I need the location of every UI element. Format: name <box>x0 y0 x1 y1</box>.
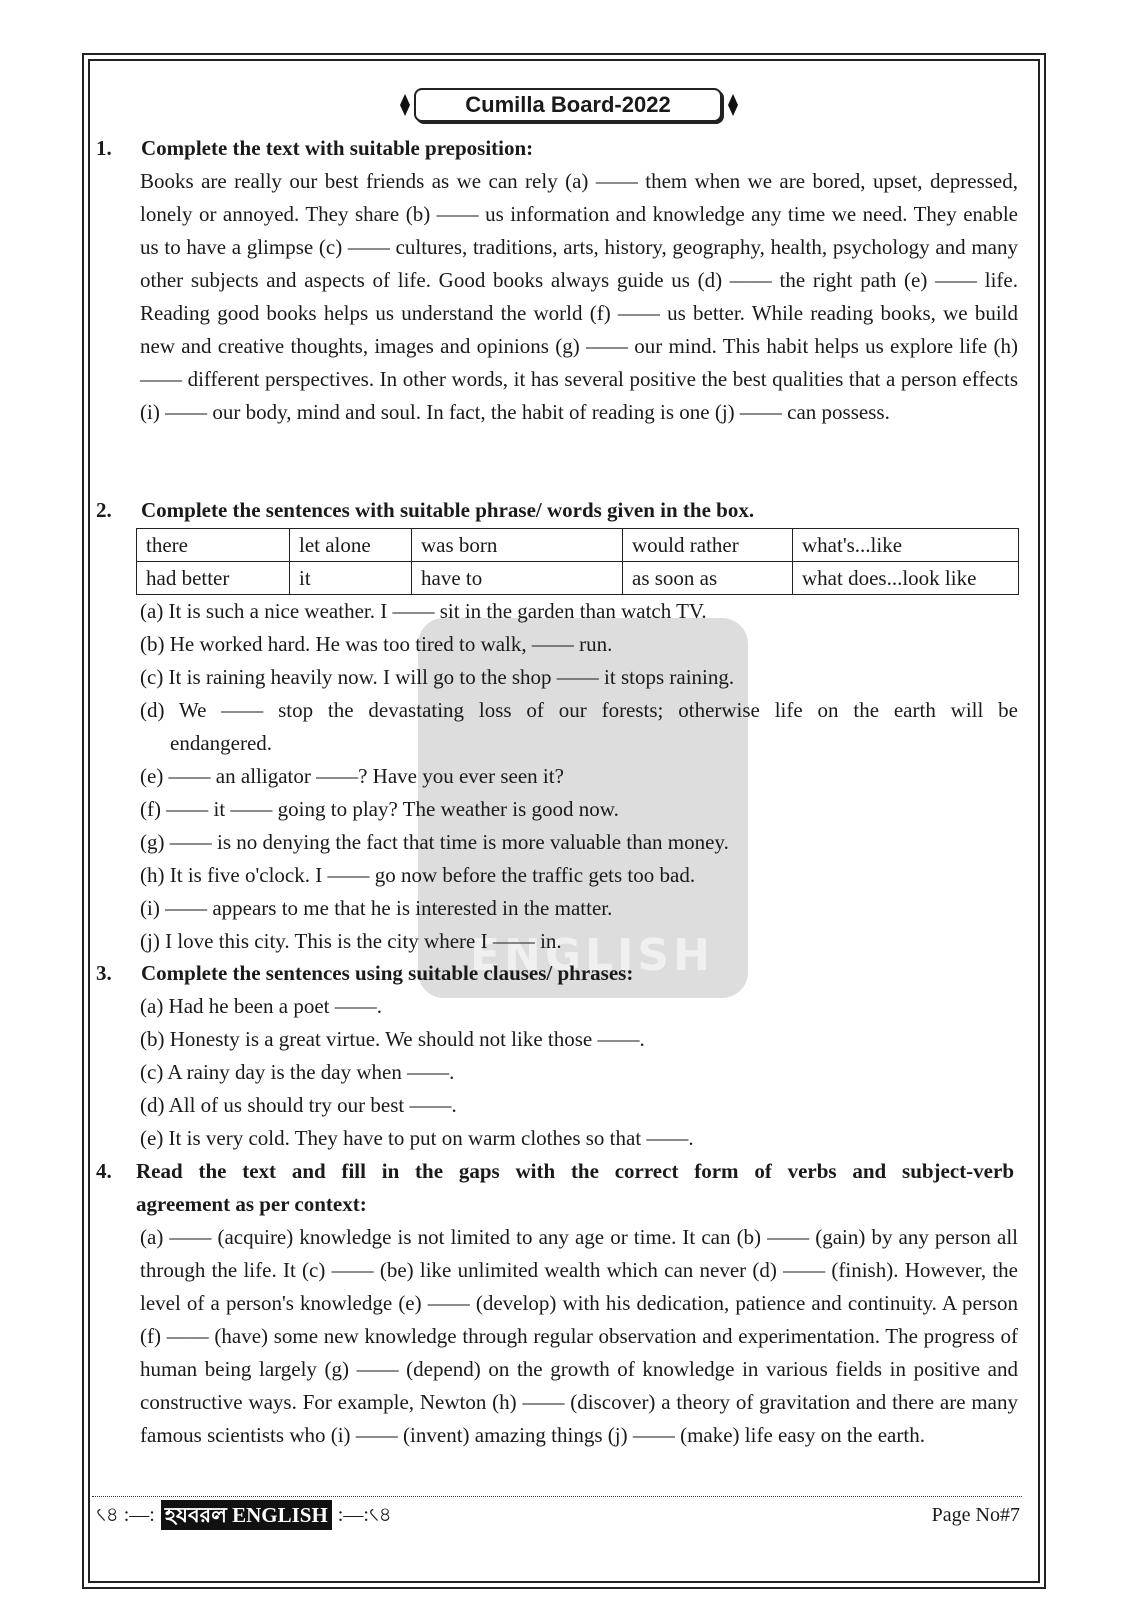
diamond-left-icon <box>400 94 410 116</box>
word-box-row <box>137 562 1019 595</box>
q3-item-c: (c) A rainy day is the day when ——. <box>140 1060 455 1084</box>
question-1-text: Books are really our best friends as we can rely (a) —— them when we are bored, upset, depressed, lonely or annoyed. They share (b) —— us information and knowledge any time we need. They enable us to have a glimpse (c) —— cultures, traditions, arts, history, geography, health, psychology and many other subjects and aspects of life. Good books always guide us (d) —— the right path (e) —— life. Reading good books helps us understand the world (f) —— us better. While reading books, we build new and creative thoughts, images and opinions (g) —— our mind. This habit helps us explore life (h) —— different perspectives. In other words, it has several positive the best qualities that a person effects (i) —— our body, mind and soul. In fact, the habit of reading is one (j) —— can possess. <box>140 169 1018 424</box>
word-box-cell: as soon as <box>623 562 793 595</box>
q2-item-b: (b) He worked hard. He was too tired to walk, —— run. <box>140 632 613 656</box>
q2-item-e: (e) —— an alligator ——? Have you ever seen it? <box>140 764 564 788</box>
q2-item-h: (h) It is five o'clock. I —— go now before the traffic gets too bad. <box>140 863 696 887</box>
word-box <box>136 528 1019 595</box>
page-title: Cumilla Board-2022 <box>414 88 722 122</box>
question-number: 1. <box>96 136 112 160</box>
question-number: 2. <box>96 498 112 522</box>
word-box-cell: let alone <box>290 529 412 562</box>
question-heading: Complete the text with suitable preposition: <box>141 136 534 160</box>
q2-item-c: (c) It is raining heavily now. I will go to the shop —— it stops raining. <box>140 665 735 689</box>
question-number: 3. <box>96 961 112 985</box>
brand-label: হযবরল ENGLISH <box>161 1500 332 1530</box>
q2-item-d-continued: endangered. <box>170 731 273 755</box>
question-heading: Complete the sentences using suitable clauses/ phrases: <box>141 961 634 985</box>
q2-item-i: (i) —— appears to me that he is interested in the matter. <box>140 896 613 920</box>
q2-item-f: (f) —— it —— going to play? The weather is good now. <box>140 797 619 821</box>
word-box-cell: have to <box>412 562 623 595</box>
footer-brand <box>96 1500 392 1530</box>
title-banner <box>400 86 738 126</box>
footer-divider <box>92 1496 1022 1497</box>
q3-item-b: (b) Honesty is a great virtue. We should not like those ——. <box>140 1027 645 1051</box>
footer-prefix: ৻৪ :—: <box>96 1504 155 1526</box>
word-box-cell: had better <box>137 562 290 595</box>
q2-item-d: (d) We —— stop the devastating loss of our forests; otherwise life on the earth will be <box>140 698 1018 722</box>
question-heading: Read the text and fill in the gaps with the correct form of verbs and subject-verb <box>136 1159 1014 1183</box>
q3-item-a: (a) Had he been a poet ——. <box>140 994 382 1018</box>
word-box-cell: was born <box>412 529 623 562</box>
q3-item-e: (e) It is very cold. They have to put on warm clothes so that ——. <box>140 1126 694 1150</box>
word-box-cell: there <box>137 529 290 562</box>
word-box-cell: what's...like <box>793 529 1019 562</box>
question-number: 4. <box>96 1159 112 1183</box>
diamond-right-icon <box>728 94 738 116</box>
word-box-cell: would rather <box>623 529 793 562</box>
q2-item-a: (a) It is such a nice weather. I —— sit in the garden than watch TV. <box>140 599 707 623</box>
word-box-cell: it <box>290 562 412 595</box>
q2-item-j: (j) I love this city. This is the city where I —— in. <box>140 929 562 953</box>
question-4-text: (a) —— (acquire) knowledge is not limited to any age or time. It can (b) —— (gain) by any person all through the life. It (c) —— (be) like unlimited wealth which can never (d) —— (finish). However, the level of a person's knowledge (e) —— (develop) with his dedication, patience and continuity. A person (f) —— (have) some new knowledge through regular observation and experimentation. The progress of human being largely (g) —— (depend) on the growth of knowledge in various fields in positive and constructive ways. For example, Newton (h) —— (discover) a theory of gravitation and there are many famous scientists who (i) —— (invent) amazing things (j) —— (make) life easy on the earth. <box>140 1225 1018 1447</box>
q3-item-d: (d) All of us should try our best ——. <box>140 1093 457 1117</box>
word-box-row <box>137 529 1019 562</box>
word-box-cell: what does...look like <box>793 562 1019 595</box>
question-heading: agreement as per context: <box>136 1192 367 1216</box>
footer-suffix: :—:৻৪ <box>337 1504 392 1526</box>
question-heading: Complete the sentences with suitable phrase/ words given in the box. <box>141 498 755 522</box>
watermark-text: ENGLISH <box>470 930 714 981</box>
page-number: Page No#7 <box>931 1504 1020 1526</box>
q2-item-g: (g) —— is no denying the fact that time is more valuable than money. <box>140 830 729 854</box>
